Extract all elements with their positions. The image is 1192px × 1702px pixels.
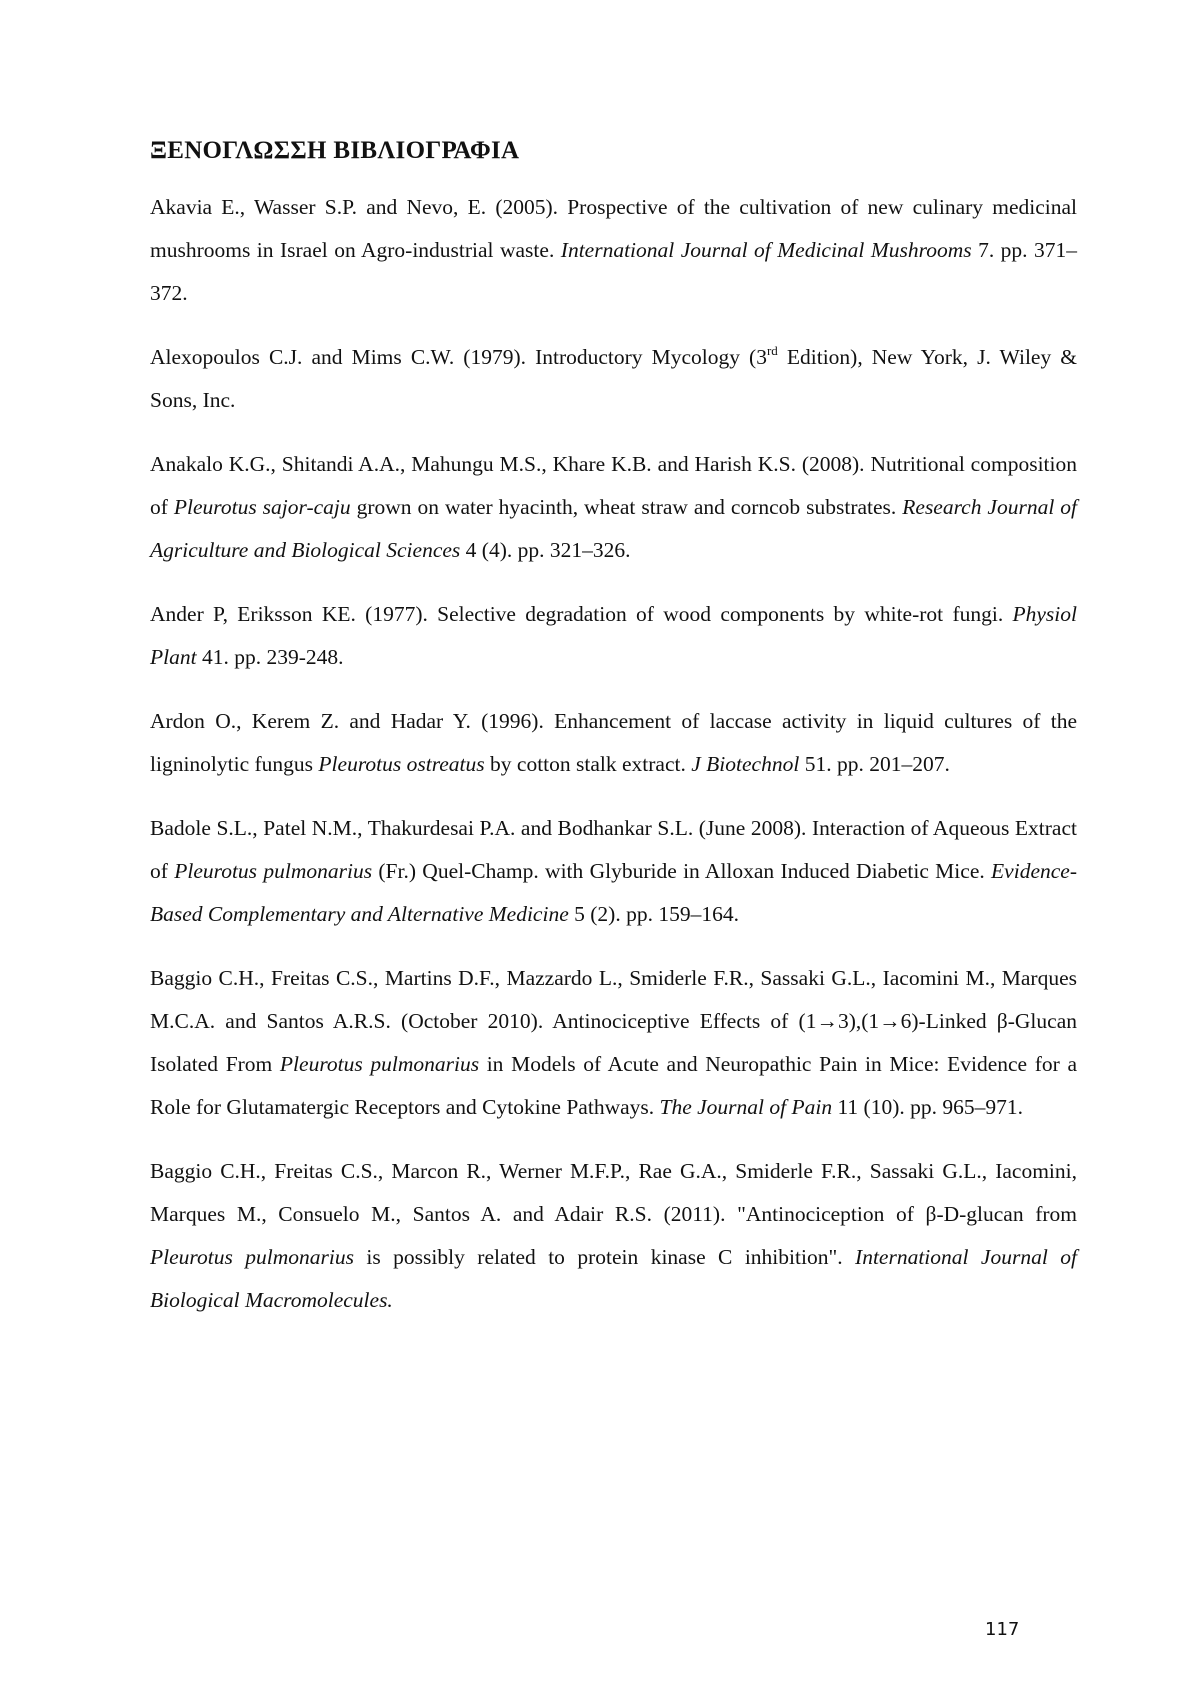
species-name: Pleurotus pulmonarius <box>279 1052 480 1076</box>
reference-ardon-1996 <box>150 700 1077 786</box>
reference-baggio-2011 <box>150 1150 1077 1322</box>
reference-text: 41. pp. 239-248. <box>196 645 344 669</box>
reference-text: Akavia E., Wasser S.P. and Nevo, E. (2005). Prospective of the cultivation of new culinary medicinal mushrooms in Israel on Agro-industrial waste. <box>150 195 1077 262</box>
journal-title: International Journal of Medicinal Mushrooms <box>560 238 972 262</box>
reference-text: 11 (10). pp. 965–971. <box>832 1095 1024 1119</box>
species-name: Pleurotus ostreatus <box>318 752 485 776</box>
journal-title: Evidence-Based Complementary and Alternative Medicine <box>150 859 1077 926</box>
reference-text: 7. pp. 371–372. <box>150 238 1077 305</box>
journal-title: Physiol Plant <box>150 602 1077 669</box>
journal-title: International Journal of Biological Macromolecules. <box>150 1245 1077 1312</box>
species-name: Pleurotus pulmonarius <box>150 1245 354 1269</box>
reference-text: Alexopoulos C.J. and Mims C.W. (1979). Introductory Mycology (3 <box>150 345 767 369</box>
journal-title: The Journal of Pain <box>659 1095 833 1119</box>
reference-text: (Fr.) Quel-Champ. with Glyburide in Alloxan Induced Diabetic Mice. <box>372 859 992 883</box>
reference-akavia-2005 <box>150 186 1077 315</box>
reference-text: in Models of Acute and Neuropathic Pain in Mice: Evidence for a Role for Glutamatergic Receptors and Cytokine Pathways. <box>150 1052 1077 1119</box>
species-name: Pleurotus sajor-caju <box>173 495 351 519</box>
reference-text: by cotton stalk extract. <box>484 752 692 776</box>
ordinal-suffix: rd <box>766 343 778 358</box>
reference-text: 5 (2). pp. 159–164. <box>568 902 739 926</box>
reference-text: Badole S.L., Patel N.M., Thakurdesai P.A. and Bodhankar S.L. (June 2008). Interaction of Aqueous Extract of <box>150 816 1077 883</box>
journal-title: J Biotechnol <box>691 752 800 776</box>
reference-text: is possibly related to protein kinase C inhibition". <box>353 1245 856 1269</box>
reference-text: Edition), New York, J. Wiley & Sons, Inc. <box>150 345 1078 412</box>
species-name: Pleurotus pulmonarius <box>174 859 373 883</box>
reference-anakalo-2008 <box>150 443 1077 572</box>
reference-list <box>150 186 1077 1343</box>
reference-text: 51. pp. 201–207. <box>799 752 950 776</box>
reference-text: Ander P, Eriksson KE. (1977). Selective degradation of wood components by white-rot fungi. <box>150 602 1013 626</box>
page-number: 117 <box>985 1619 1020 1640</box>
bibliography-heading: ΞΕΝΟΓΛΩΣΣΗ ΒΙΒΛΙΟΓΡΑΦΙΑ <box>150 137 520 164</box>
reference-text: grown on water hyacinth, wheat straw and corncob substrates. <box>350 495 903 519</box>
reference-alexopoulos-1979 <box>150 336 1077 422</box>
reference-badole-2008 <box>150 807 1077 936</box>
reference-text: Baggio C.H., Freitas C.S., Marcon R., Werner M.F.P., Rae G.A., Smiderle F.R., Sassaki G.L., Iacomini, Marques M., Consuelo M., Santos A. and Adair R.S. (2011). "Antinociception of β-D-glucan from <box>150 1159 1077 1226</box>
reference-text: Ardon O., Kerem Z. and Hadar Y. (1996). Enhancement of laccase activity in liquid cultures of the ligninolytic fungus <box>150 709 1077 776</box>
reference-baggio-2010 <box>150 957 1077 1129</box>
reference-text: 4 (4). pp. 321–326. <box>460 538 631 562</box>
journal-title: Research Journal of Agriculture and Biological Sciences <box>150 495 1078 562</box>
reference-ander-1977 <box>150 593 1077 679</box>
reference-text: Anakalo K.G., Shitandi A.A., Mahungu M.S., Khare K.B. and Harish K.S. (2008). Nutritional composition of <box>150 452 1077 519</box>
reference-text: Baggio C.H., Freitas C.S., Martins D.F., Mazzardo L., Smiderle F.R., Sassaki G.L., Iacomini M., Marques M.C.A. and Santos A.R.S. (October 2010). Antinociceptive Effects of (1→3),(1→6)-Linked β-Glucan Isolated From <box>150 966 1077 1076</box>
